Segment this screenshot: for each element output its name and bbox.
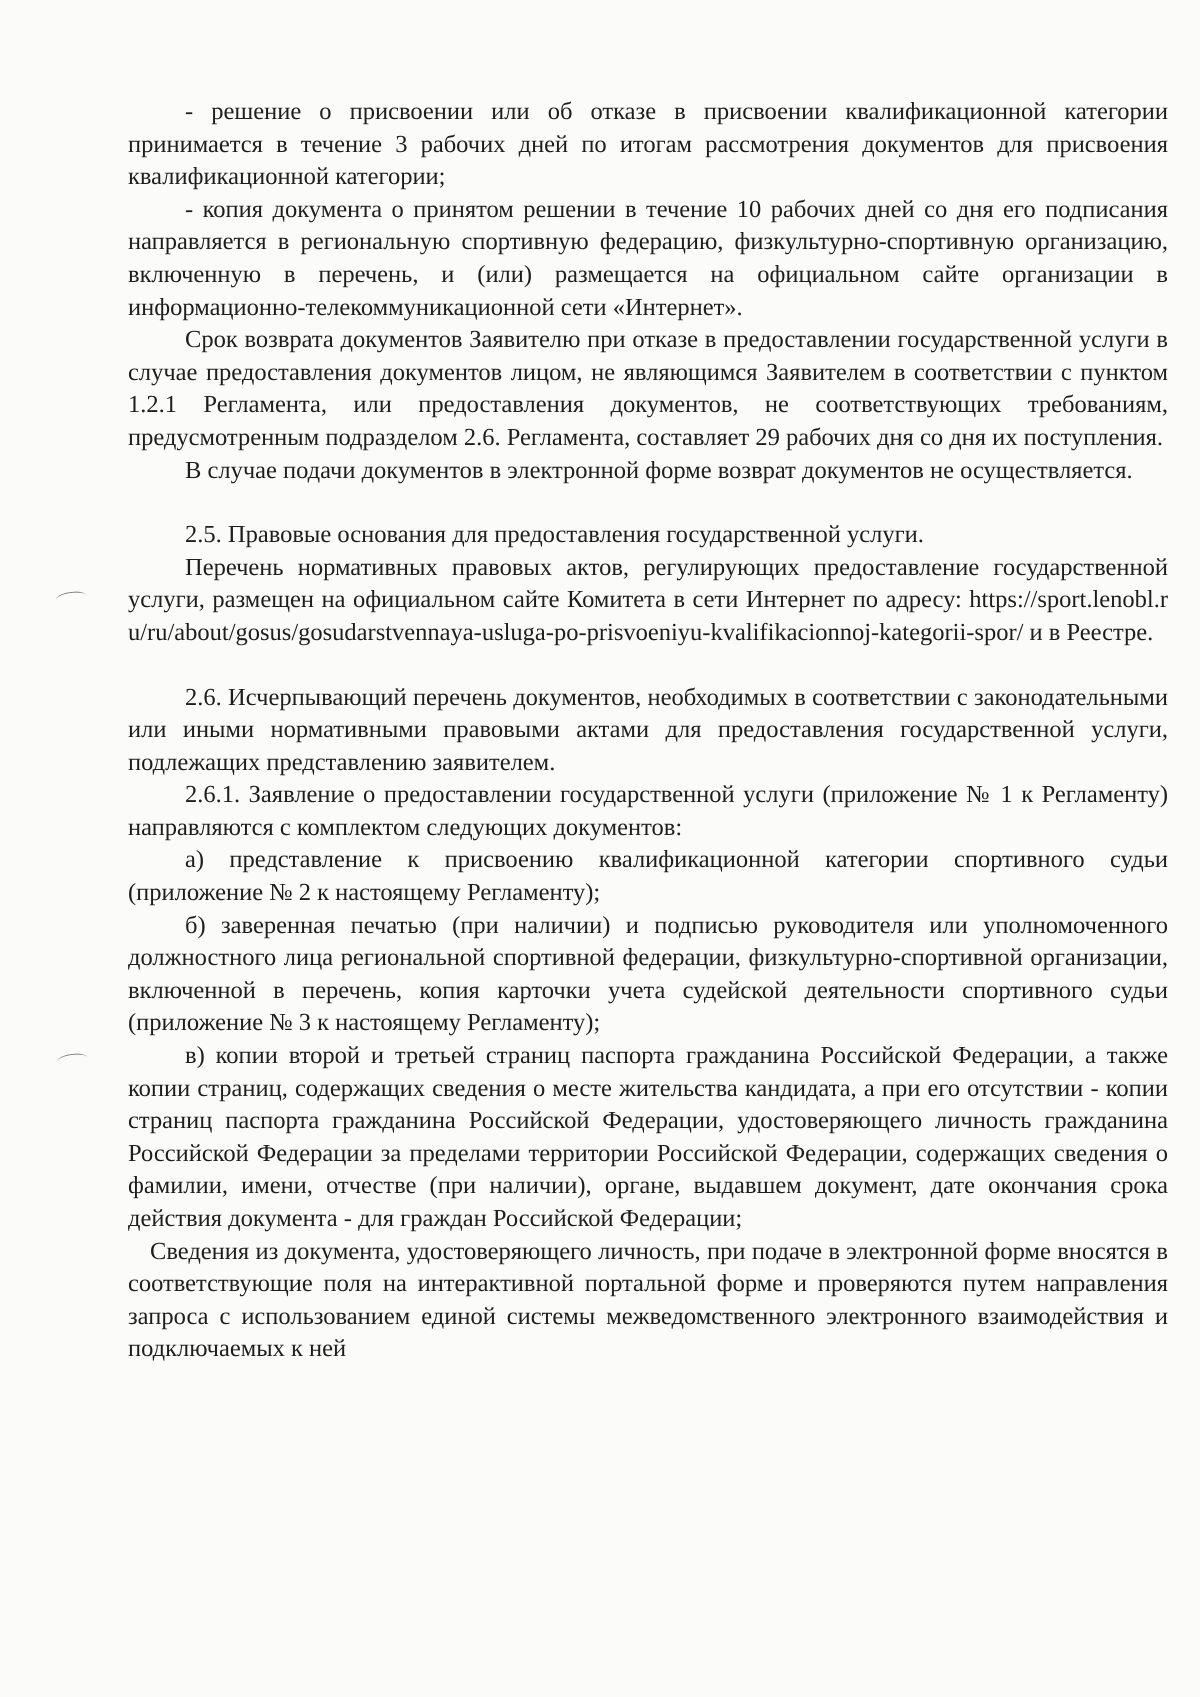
legal-acts-link[interactable]: https://sport.lenobl.ru/ru/about/gosus/gosudarstvennaya-usluga-po-prisvoeniyu-kvalifikacionnoj-kategorii-spor/ [128, 586, 1169, 646]
section-2-5-heading: 2.5. Правовые основания для предоставления государственной услуги. [185, 521, 924, 549]
document-body [128, 96, 1168, 1366]
paragraph-identity-info: Сведения из документа, удостоверяющего личность, при подаче в электронной форме вносятся в соответствующие поля на интерактивной портальной форме и проверяются путем направления запроса с использованием единой системы межведомственного электронного взаимодействия и подключаемых к ней [128, 1237, 1168, 1363]
legal-acts-text: Перечень нормативных правовых актов, регулирующих предоставление государственной услуги, размещен на официальном сайте Комитета в сети Интернет по адресу: [128, 553, 1168, 614]
list-item-a: а) представление к присвоению квалификационной категории спортивного судьи (приложение № 2 к настоящему Регламенту); [128, 846, 1168, 907]
paragraph-electronic-return: В случае подачи документов в электронной форме возврат документов не осуществляется. [185, 456, 1133, 484]
paragraph-legal-acts [128, 552, 1168, 650]
paragraph-return-term: Срок возврата документов Заявителю при отказе в предоставлении государственной услуги в случае предоставления документов лицом, не являющимся Заявителем в соответствии с пунктом 1.2.1 Регламента, или предоставления документов, не соответствующих требованиям, предусмотренным подразделом 2.6. Регламента, составляет 29 рабочих дня со дня их поступления. [128, 326, 1168, 451]
punch-hole-mark [55, 590, 86, 605]
paragraph-decision-copy: - копия документа о принятом решении в течение 10 рабочих дней со дня его подписания направляется в региональную спортивную федерацию, физкультурно-спортивную организацию, включенную в перечень, и (или) размещается на официальном сайте организации в информационно-телекоммуникационной сети «Интернет». [128, 195, 1168, 321]
section-2-6-heading: 2.6. Исчерпывающий перечень документов, необходимых в соответствии с законодательными или иными нормативными правовыми актами для предоставления государственной услуги, подлежащих представлению заявителем. [128, 683, 1168, 776]
list-item-v: в) копии второй и третьей страниц паспорта гражданина Российской Федерации, а также копии страниц, содержащих сведения о месте жительства кандидата, а при его отсутствии - копии страниц паспорта гражданина Российской Федерации, удостоверяющего личность гражданина Российской Федерации за пределами территории Российской Федерации, содержащих сведения о фамилии, имени, отчестве (при наличии), органе, выдавшем документ, дате окончания срока действия документа - для граждан Российской Федерации; [128, 1042, 1168, 1232]
list-item-b: б) заверенная печатью (при наличии) и подписью руководителя или уполномоченного должностного лица региональной спортивной федерации, физкультурно-спортивной организации, включенной в перечень, копия карточки учета судейской деятельности спортивного судьи (приложение № 3 к настоящему Регламенту); [128, 911, 1168, 1037]
paragraph-decision-term: - решение о присвоении или об отказе в присвоении квалификационной категории принимается в течение 3 рабочих дней по итогам рассмотрения документов для присвоения квалификационной категории; [128, 98, 1168, 191]
legal-acts-suffix: и в Реестре. [1029, 618, 1154, 646]
paragraph-2-6-1: 2.6.1. Заявление о предоставлении государственной услуги (приложение № 1 к Регламенту) направляются с комплектом следующих документов: [128, 781, 1168, 841]
punch-hole-mark [56, 1052, 87, 1067]
